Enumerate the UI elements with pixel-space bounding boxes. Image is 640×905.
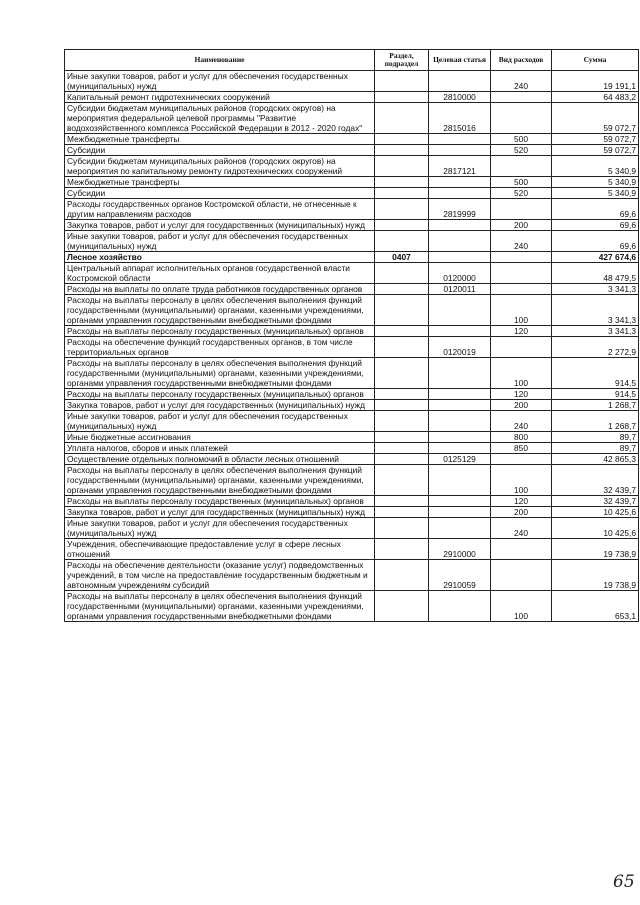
column-header-sum: Сумма — [552, 50, 639, 71]
cell-name: Расходы на выплаты персоналу государственных (муниципальных) органов — [65, 326, 375, 337]
cell-sum: 5 340,9 — [552, 156, 639, 177]
column-header-section: Раздел, подраздел — [375, 50, 429, 71]
cell-name: Иные бюджетные ассигнования — [65, 432, 375, 443]
cell-sum: 59 072,7 — [552, 134, 639, 145]
table-row — [65, 591, 639, 622]
cell-type: 120 — [491, 389, 552, 400]
cell-sum: 427 674,6 — [552, 252, 639, 263]
cell-name: Субсидии бюджетам муниципальных районов (городских округов) на мероприятия по капитальному ремонту гидротехнических сооружений — [65, 156, 375, 177]
table-row — [65, 71, 639, 92]
cell-section — [375, 507, 429, 518]
cell-section — [375, 177, 429, 188]
column-header-type: Вид расходов — [491, 50, 552, 71]
cell-target — [429, 188, 491, 199]
cell-type: 200 — [491, 507, 552, 518]
cell-section — [375, 496, 429, 507]
cell-name: Лесное хозяйство — [65, 252, 375, 263]
cell-section — [375, 337, 429, 358]
cell-type: 100 — [491, 358, 552, 389]
cell-target — [429, 295, 491, 326]
table-row — [65, 177, 639, 188]
cell-sum: 89,7 — [552, 443, 639, 454]
cell-type — [491, 199, 552, 220]
cell-section — [375, 188, 429, 199]
cell-sum: 19 191,1 — [552, 71, 639, 92]
table-row — [65, 252, 639, 263]
table-row — [65, 326, 639, 337]
cell-type: 240 — [491, 71, 552, 92]
cell-sum: 59 072,7 — [552, 145, 639, 156]
cell-section — [375, 231, 429, 252]
cell-sum: 69,6 — [552, 220, 639, 231]
table-row — [65, 220, 639, 231]
cell-target — [429, 507, 491, 518]
cell-name: Иные закупки товаров, работ и услуг для обеспечения государственных (муниципальных) нужд — [65, 411, 375, 432]
cell-target — [429, 326, 491, 337]
cell-target — [429, 71, 491, 92]
cell-section — [375, 518, 429, 539]
cell-target — [429, 465, 491, 496]
cell-type: 240 — [491, 518, 552, 539]
cell-target — [429, 411, 491, 432]
cell-name: Расходы на обеспечение функций государственных органов, в том числе территориальных органов — [65, 337, 375, 358]
cell-target — [429, 389, 491, 400]
table-row — [65, 465, 639, 496]
table-row — [65, 454, 639, 465]
cell-target: 2817121 — [429, 156, 491, 177]
cell-target: 2910000 — [429, 539, 491, 560]
cell-type: 120 — [491, 496, 552, 507]
cell-type: 500 — [491, 134, 552, 145]
cell-type: 100 — [491, 465, 552, 496]
cell-target — [429, 400, 491, 411]
cell-target: 0120011 — [429, 284, 491, 295]
cell-type — [491, 337, 552, 358]
cell-target — [429, 220, 491, 231]
cell-name: Расходы на обеспечение деятельности (оказание услуг) подведомственных учреждений, в том числе на предоставление государственным бюджетным и автономным учреждениям субсидий — [65, 560, 375, 591]
cell-section — [375, 454, 429, 465]
cell-type: 120 — [491, 326, 552, 337]
cell-sum: 914,5 — [552, 389, 639, 400]
cell-section — [375, 326, 429, 337]
table-row — [65, 518, 639, 539]
cell-sum: 32 439,7 — [552, 465, 639, 496]
cell-section — [375, 156, 429, 177]
cell-type — [491, 263, 552, 284]
cell-target: 0120000 — [429, 263, 491, 284]
cell-target: 0125129 — [429, 454, 491, 465]
cell-sum: 42 865,3 — [552, 454, 639, 465]
cell-target — [429, 134, 491, 145]
cell-sum: 59 072,7 — [552, 103, 639, 134]
cell-section — [375, 284, 429, 295]
table-row — [65, 199, 639, 220]
cell-type: 800 — [491, 432, 552, 443]
cell-section: 0407 — [375, 252, 429, 263]
cell-name: Центральный аппарат исполнительных органов государственной власти Костромской области — [65, 263, 375, 284]
cell-type — [491, 560, 552, 591]
table-body — [65, 71, 639, 622]
cell-name: Расходы на выплаты персоналу государственных (муниципальных) органов — [65, 389, 375, 400]
cell-type: 520 — [491, 188, 552, 199]
cell-name: Закупка товаров, работ и услуг для государственных (муниципальных) нужд — [65, 507, 375, 518]
table-row — [65, 337, 639, 358]
cell-target — [429, 591, 491, 622]
cell-section — [375, 465, 429, 496]
cell-name: Осуществление отдельных полномочий в области лесных отношений — [65, 454, 375, 465]
table-row — [65, 284, 639, 295]
cell-sum: 5 340,9 — [552, 188, 639, 199]
cell-name: Иные закупки товаров, работ и услуг для обеспечения государственных (муниципальных) нужд — [65, 231, 375, 252]
cell-target: 2810000 — [429, 92, 491, 103]
cell-section — [375, 103, 429, 134]
cell-sum: 3 341,3 — [552, 295, 639, 326]
cell-section — [375, 220, 429, 231]
cell-sum: 1 268,7 — [552, 400, 639, 411]
table-row — [65, 92, 639, 103]
cell-section — [375, 199, 429, 220]
cell-name: Расходы на выплаты персоналу в целях обеспечения выполнения функций государственными (муниципальными) органами, казенными учреждениями, органами управления государственными внебюджетными фондами — [65, 591, 375, 622]
cell-type: 500 — [491, 177, 552, 188]
table-row — [65, 103, 639, 134]
cell-section — [375, 411, 429, 432]
table-row — [65, 507, 639, 518]
cell-section — [375, 560, 429, 591]
cell-type — [491, 454, 552, 465]
cell-sum: 19 738,9 — [552, 539, 639, 560]
table-row — [65, 400, 639, 411]
table-row — [65, 188, 639, 199]
cell-name: Учреждения, обеспечивающие предоставление услуг в сфере лесных отношений — [65, 539, 375, 560]
cell-target — [429, 252, 491, 263]
cell-name: Расходы государственных органов Костромской области, не отнесенные к другим направлениям расходов — [65, 199, 375, 220]
table-row — [65, 358, 639, 389]
cell-name: Капитальный ремонт гидротехнических сооружений — [65, 92, 375, 103]
cell-sum: 653,1 — [552, 591, 639, 622]
cell-name: Иные закупки товаров, работ и услуг для обеспечения государственных (муниципальных) нужд — [65, 518, 375, 539]
cell-name: Уплата налогов, сборов и иных платежей — [65, 443, 375, 454]
cell-sum: 3 341,3 — [552, 326, 639, 337]
cell-target — [429, 496, 491, 507]
cell-type — [491, 103, 552, 134]
cell-type: 240 — [491, 231, 552, 252]
cell-target — [429, 231, 491, 252]
cell-name: Закупка товаров, работ и услуг для государственных (муниципальных) нужд — [65, 220, 375, 231]
cell-type: 100 — [491, 295, 552, 326]
page-number: 65 — [613, 872, 635, 892]
column-header-name: Наименование — [65, 50, 375, 71]
cell-section — [375, 539, 429, 560]
cell-name: Межбюджетные трансферты — [65, 177, 375, 188]
cell-sum: 69,6 — [552, 199, 639, 220]
cell-name: Расходы на выплаты персоналу государственных (муниципальных) органов — [65, 496, 375, 507]
cell-target: 0120019 — [429, 337, 491, 358]
table-row — [65, 443, 639, 454]
cell-type: 100 — [491, 591, 552, 622]
table-row — [65, 432, 639, 443]
cell-section — [375, 591, 429, 622]
cell-sum: 10 425,6 — [552, 518, 639, 539]
cell-sum: 5 340,9 — [552, 177, 639, 188]
budget-table — [64, 49, 639, 622]
cell-type: 200 — [491, 220, 552, 231]
cell-name: Расходы на выплаты персоналу в целях обеспечения выполнения функций государственными (муниципальными) органами, казенными учреждениями, органами управления государственными внебюджетными фондами — [65, 295, 375, 326]
cell-section — [375, 134, 429, 145]
cell-type: 850 — [491, 443, 552, 454]
cell-name: Субсидии бюджетам муниципальных районов (городских округов) на мероприятия федеральной целевой программы "Развитие водохозяйственного комплекса Российской Федерации в 2012 - 2020 годах" — [65, 103, 375, 134]
cell-target — [429, 145, 491, 156]
cell-name: Расходы на выплаты по оплате труда работников государственных органов — [65, 284, 375, 295]
table-row — [65, 560, 639, 591]
table-row — [65, 145, 639, 156]
cell-name: Расходы на выплаты персоналу в целях обеспечения выполнения функций государственными (муниципальными) органами, казенными учреждениями, органами управления государственными внебюджетными фондами — [65, 465, 375, 496]
cell-target — [429, 432, 491, 443]
cell-section — [375, 443, 429, 454]
cell-name: Иные закупки товаров, работ и услуг для обеспечения государственных (муниципальных) нужд — [65, 71, 375, 92]
cell-sum: 48 479,5 — [552, 263, 639, 284]
cell-type — [491, 252, 552, 263]
cell-type: 200 — [491, 400, 552, 411]
cell-type — [491, 156, 552, 177]
table-row — [65, 539, 639, 560]
cell-sum: 64 483,2 — [552, 92, 639, 103]
table-row — [65, 411, 639, 432]
cell-section — [375, 400, 429, 411]
cell-target: 2819999 — [429, 199, 491, 220]
cell-target: 2910059 — [429, 560, 491, 591]
table-row — [65, 156, 639, 177]
cell-target — [429, 518, 491, 539]
table-row — [65, 295, 639, 326]
cell-sum: 1 268,7 — [552, 411, 639, 432]
cell-name: Субсидии — [65, 188, 375, 199]
cell-section — [375, 145, 429, 156]
cell-sum: 10 425,6 — [552, 507, 639, 518]
table-row — [65, 263, 639, 284]
table-row — [65, 496, 639, 507]
cell-type — [491, 539, 552, 560]
column-header-target: Целевая статья — [429, 50, 491, 71]
cell-section — [375, 389, 429, 400]
cell-type — [491, 284, 552, 295]
table-row — [65, 231, 639, 252]
cell-name: Расходы на выплаты персоналу в целях обеспечения выполнения функций государственными (муниципальными) органами, казенными учреждениями, органами управления государственными внебюджетными фондами — [65, 358, 375, 389]
cell-section — [375, 295, 429, 326]
table-header-row — [65, 50, 639, 71]
cell-type: 520 — [491, 145, 552, 156]
cell-sum: 32 439,7 — [552, 496, 639, 507]
cell-section — [375, 263, 429, 284]
cell-target — [429, 443, 491, 454]
cell-sum: 89,7 — [552, 432, 639, 443]
cell-target — [429, 177, 491, 188]
cell-name: Субсидии — [65, 145, 375, 156]
table-row — [65, 134, 639, 145]
cell-section — [375, 432, 429, 443]
cell-type: 240 — [491, 411, 552, 432]
cell-target — [429, 358, 491, 389]
cell-section — [375, 92, 429, 103]
cell-type — [491, 92, 552, 103]
table-row — [65, 389, 639, 400]
cell-sum: 2 272,9 — [552, 337, 639, 358]
cell-sum: 3 341,3 — [552, 284, 639, 295]
cell-section — [375, 71, 429, 92]
cell-sum: 69,6 — [552, 231, 639, 252]
cell-name: Межбюджетные трансферты — [65, 134, 375, 145]
cell-target: 2815016 — [429, 103, 491, 134]
cell-name: Закупка товаров, работ и услуг для государственных (муниципальных) нужд — [65, 400, 375, 411]
cell-sum: 19 738,9 — [552, 560, 639, 591]
cell-sum: 914,5 — [552, 358, 639, 389]
cell-section — [375, 358, 429, 389]
